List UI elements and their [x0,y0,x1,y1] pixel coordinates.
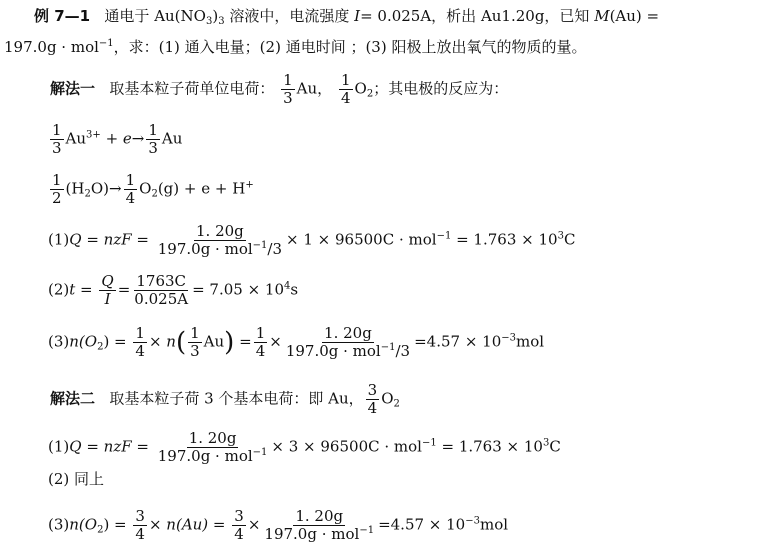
method1-label: 解法一 [50,79,96,98]
method2-label: 解法二 [50,389,96,408]
problem-line-1: 例 7—1 通电于 $Au(NO_3)_3$ 溶液中，电流强度 I= 0.025A，析出 Au1.20g，已知 M(Au) = [34,7,660,27]
method1-intro: 解法一 取基本粒子荷单位电荷： $\frac{1}{3}$ Au， $\frac{1}{4}$ $O_2$；其电极的反应为： [50,71,509,107]
method2-intro: 解法二 取基本粒子荷 3 个基本电荷：即 Au， $\frac{3}{4}$ $O_2$ [50,381,400,417]
method1-time: (2)t = $\frac{Q}{I}$ = $\frac{1763C}{0.025A}$ = $7.05 \times 10^4s$ [48,272,299,308]
method1-charge: (1)Q = nzF = $\frac{1. 20g}{197.0g \cdot mol^{-1}/3}$ × $1 \times 96500C \cdot mol^{-1} = 1.763 \times 10^3C$ [48,222,576,258]
reaction-anode: $\frac{1}{2}$ $(H_2O)\to$ $\frac{1}{4}$ $O_2(g) + e + H^+$ [52,171,254,207]
reaction-cathode: $\frac{1}{3}$ $Au^{3+} + e\to$ $\frac{1}{3}$ Au [52,121,183,157]
method2-charge: (1)Q = nzF = $\frac{1. 20g}{197.0g \cdot mol^{-1}}$ × $3 \times 96500C \cdot mol^{-1} = 1.763 \times 10^3C$ [48,429,561,465]
method2-same: (2) 同上 [48,470,105,488]
method2-oxygen: $(3)n(O_2)$ = $\frac{3}{4}$ × n(Au) = $\frac{3}{4}$ × $\frac{1. 20g}{197.0g \cdot mol^{-1}}$ $=4.57 \times 10^{-3}mol$ [48,507,509,543]
example-label: 例 7—1 [34,7,91,25]
problem-line-2: 197.0g · mol$^{-1}$，求：(1) 通入电量；(2) 通电时间 ；(3) 阳极上放出氧气的物质的量。 [4,38,587,56]
method1-oxygen: $(3)n(O_2)$ = $\frac{1}{4}$ × n( $\frac{1}{3}$ Au) = $\frac{1}{4}$ × $\frac{1. 20g}{197.0g \cdot mol^{-1}/3}$ $=4.57 \times 10^{-3}mol$ [48,324,545,360]
